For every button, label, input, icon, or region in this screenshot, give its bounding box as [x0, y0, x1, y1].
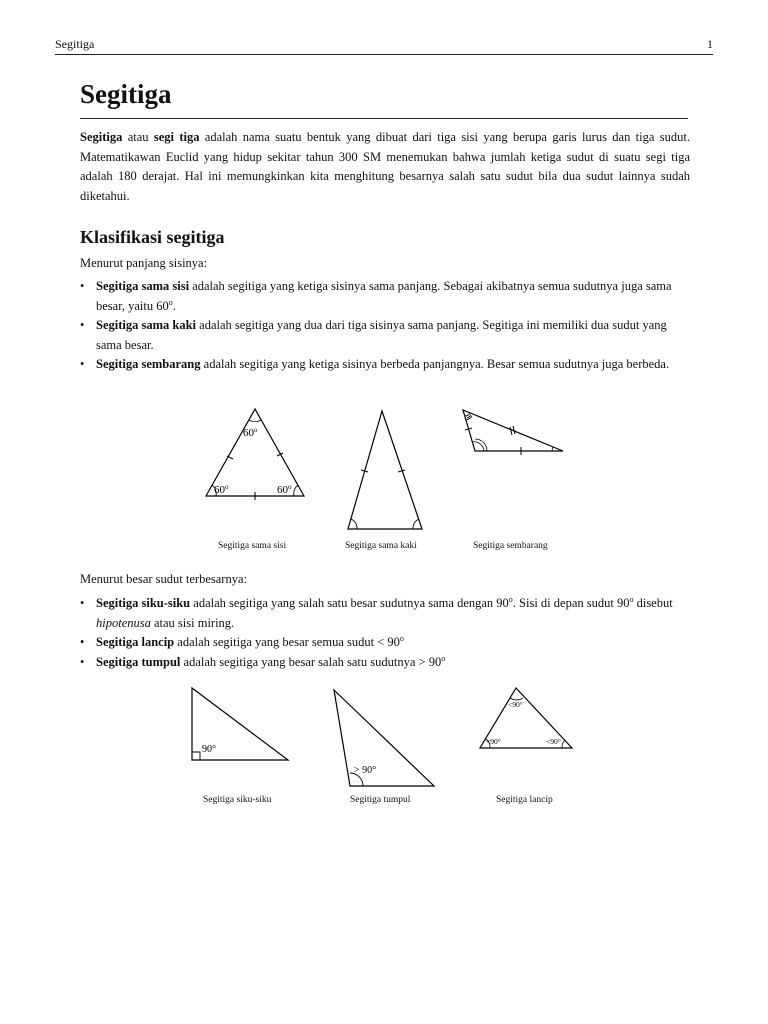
running-header: [55, 37, 713, 55]
caption-lancip: Segitiga lancip: [496, 795, 553, 805]
by-side-list: [80, 277, 680, 375]
intro-text-1: atau: [122, 130, 154, 144]
by-side-intro: Menurut panjang sisinya:: [80, 256, 208, 270]
obtuse-angle-label: > 90°: [354, 765, 377, 776]
caption-siku-siku: Segitiga siku-siku: [203, 795, 272, 805]
term-siku-siku: Segitiga siku-siku: [96, 596, 191, 610]
acute-angle-label-top: <90°: [508, 700, 523, 709]
angle-label-left: 60: [214, 484, 225, 496]
term-hipotenusa: hipotenusa: [96, 615, 151, 630]
list-item: • Segitiga sama kaki adalah segitiga yang dua dari tiga sisinya sama panjang. Segitiga ini memiliki dua sudut yang sama besar.: [80, 316, 680, 355]
acute-angle-label-left: <90°: [486, 737, 501, 746]
caption-sama-kaki: Segitiga sama kaki: [345, 541, 417, 551]
intro-term-1: Segitiga: [80, 130, 123, 144]
intro-text-2: adalah nama suatu bentuk yang dibuat dari tiga sisi yang berupa garis lurus dan tiga sudut. Matematikawan Euclid yang hidup sekitar tahun 300 SM menemukan bahwa jumlah ketiga sudut di suatu segi tiga adalah 180 derajat. Hal ini memungkinkan kita menghitung besarnya salah satu sudut bila dua sudut lainnya sudah diketahui.: [80, 130, 690, 203]
acute-angle-label-right: <90°: [546, 737, 561, 746]
intro-term-2: segi tiga: [153, 130, 200, 144]
angle-label-top: 60: [243, 427, 254, 439]
term-sama-sisi: Segitiga sama sisi: [96, 279, 190, 293]
list-item: • Segitiga tumpul adalah segitiga yang besar salah satu sudutnya > $90^o$: [80, 653, 680, 673]
figure-equilateral-triangle: [200, 405, 310, 510]
list-item: • Segitiga lancip adalah segitiga yang besar semua sudut < $90^o$: [80, 633, 680, 653]
svg-text:60o: 60$^o$: [214, 483, 229, 496]
svg-text:60o: 60$^o$: [243, 426, 258, 439]
svg-text:60o: 60$^o$: [277, 483, 292, 496]
term-sama-kaki: Segitiga sama kaki: [96, 318, 197, 333]
caption-sama-sisi: Segitiga sama sisi: [218, 541, 287, 551]
page-number: 1: [707, 37, 713, 51]
right-angle-label: 90°: [202, 744, 216, 755]
by-angle-intro: Menurut besar sudut terbesarnya:: [80, 572, 247, 586]
figure-obtuse-triangle: [330, 686, 440, 796]
section-heading: Klasifikasi segitiga: [80, 227, 225, 247]
term-lancip: Segitiga lancip: [96, 635, 175, 650]
angle-label-right: 60: [277, 484, 288, 496]
term-tumpul: Segitiga tumpul: [96, 654, 181, 669]
list-item: • Segitiga sembarang adalah segitiga yang ketiga sisinya berbeda panjangnya. Besar semua sudutnya juga berbeda.: [80, 355, 680, 375]
running-header-title: Segitiga: [55, 37, 95, 51]
list-item: • Segitiga sama sisi adalah segitiga yang ketiga sisinya sama panjang. Sebagai akibatnya semua sudutnya juga sama besar, yaitu 60$^o$.: [80, 277, 680, 316]
intro-paragraph: [80, 128, 690, 206]
page-title: Segitiga: [80, 79, 172, 109]
by-angle-list: [80, 594, 680, 672]
list-item: • Segitiga siku-siku adalah segitiga yang salah satu besar sudutnya sama dengan 90$^o$. Sisi di depan sudut 90$^o$ disebut hipotenusa atau sisi miring.: [80, 594, 680, 633]
figure-isosceles-triangle: [340, 405, 430, 540]
caption-sembarang: Segitiga sembarang: [473, 541, 548, 551]
caption-tumpul: Segitiga tumpul: [350, 795, 411, 805]
figure-scalene-triangle: [458, 405, 568, 465]
figure-acute-triangle: [476, 684, 576, 759]
figure-right-triangle: [188, 684, 293, 769]
term-sembarang: Segitiga sembarang: [96, 357, 201, 372]
title-rule: [80, 118, 688, 119]
